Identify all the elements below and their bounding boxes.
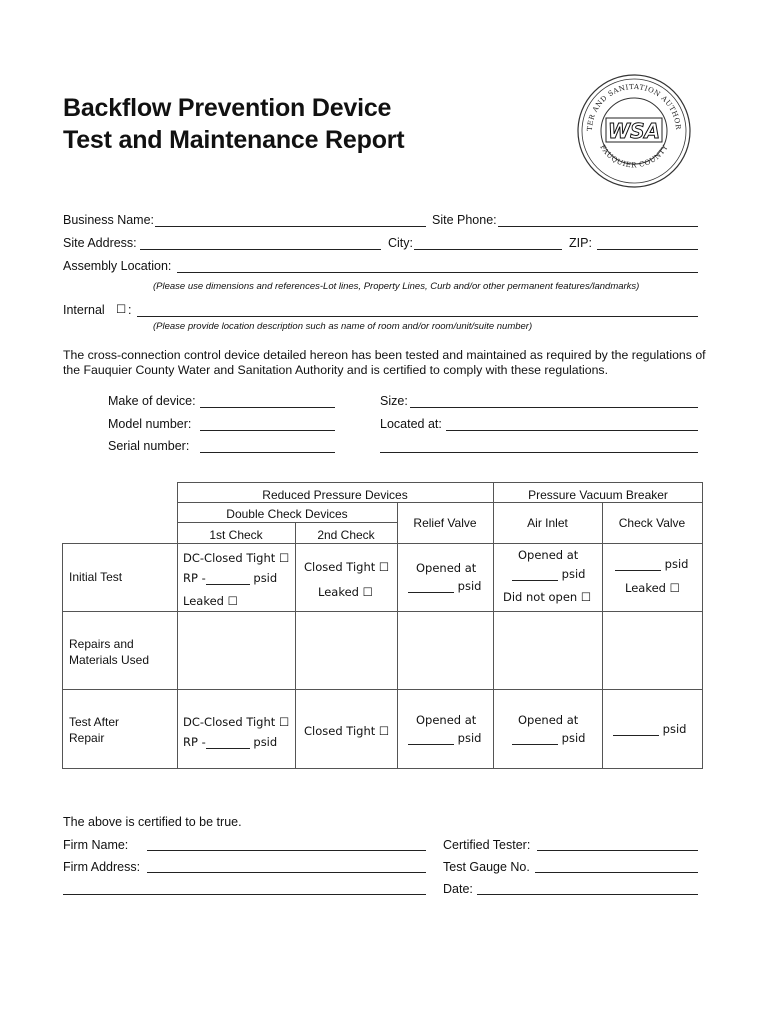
after-dc-closed-tight: [183, 715, 289, 729]
relief-psid-unit: psid: [457, 579, 482, 593]
located-field-continued[interactable]: [380, 452, 698, 453]
size-label: Size:: [380, 394, 408, 408]
internal-location-field[interactable]: [137, 316, 698, 317]
dc-closed-tight-label: DC-Closed Tight: [183, 551, 276, 565]
test-gauge-label: Test Gauge No.: [443, 860, 530, 874]
check-valve-psid-field[interactable]: [615, 570, 661, 571]
after-air-inlet-opened-at-label: Opened at: [518, 713, 579, 727]
located-label: Located at:: [380, 417, 442, 431]
certification-statement: The above is certified to be true.: [63, 815, 242, 829]
rp-label: RP -: [183, 571, 206, 585]
svg-text:FAUQUIER COUNTY: [598, 143, 669, 169]
after-rp-label: RP -: [183, 735, 206, 749]
row-test-after-repair: Test After Repair: [69, 715, 120, 745]
zip-field[interactable]: [597, 249, 698, 250]
firm-address-field[interactable]: [147, 872, 426, 873]
after-relief-opened-at-label: Opened at: [416, 713, 477, 727]
leaked-label: Leaked: [183, 594, 224, 608]
did-not-open-checkbox[interactable]: ☐: [580, 590, 592, 604]
after-air-inlet-psid-field[interactable]: [512, 744, 558, 745]
relief-opened-at-label: Opened at: [416, 561, 477, 575]
after-dc-closed-tight-checkbox[interactable]: ☐: [278, 715, 290, 729]
after-closed-tight-label: Closed Tight: [304, 724, 376, 738]
second-leaked: [318, 585, 373, 599]
second-closed-tight: [304, 560, 389, 574]
internal-label: Internal: [63, 303, 105, 317]
leaked-label-2: Leaked: [318, 585, 359, 599]
after-second-closed-tight: [304, 724, 389, 738]
header-relief-valve: Relief Valve: [413, 516, 477, 530]
size-field[interactable]: [410, 407, 698, 408]
internal-checkbox[interactable]: ☐: [116, 302, 127, 316]
closed-tight-checkbox[interactable]: ☐: [378, 560, 390, 574]
initial-dc-closed-tight: [183, 551, 289, 565]
test-gauge-field[interactable]: [535, 872, 698, 873]
internal-colon: :: [128, 303, 132, 317]
header-double-check: Double Check Devices: [226, 507, 348, 521]
assembly-location-label: Assembly Location:: [63, 259, 172, 273]
city-field[interactable]: [414, 249, 562, 250]
header-pressure-vacuum: Pressure Vacuum Breaker: [528, 488, 668, 502]
did-not-open-label: Did not open: [503, 590, 578, 604]
air-inlet-did-not-open: [503, 590, 591, 604]
header-air-inlet: Air Inlet: [527, 516, 568, 530]
check-valve-leaked-label: Leaked: [625, 581, 666, 595]
model-label: Model number:: [108, 417, 192, 431]
certified-tester-field[interactable]: [537, 850, 698, 851]
leaked-checkbox-2[interactable]: ☐: [362, 585, 373, 599]
seal-bottom-text: FAUQUIER COUNTY: [598, 143, 670, 170]
check-valve-leaked-checkbox[interactable]: ☐: [669, 581, 680, 595]
air-inlet-opened-at: [512, 567, 585, 581]
check-valve-reading: [615, 557, 688, 571]
assembly-location-field[interactable]: [177, 272, 698, 273]
air-inlet-psid-unit: psid: [561, 567, 586, 581]
model-field[interactable]: [200, 430, 335, 431]
site-address-field[interactable]: [140, 249, 381, 250]
check-valve-psid-unit: psid: [664, 557, 689, 571]
relief-opened-at: [408, 579, 481, 593]
rp-psid-field[interactable]: [206, 584, 250, 585]
check-valve-leaked: [625, 581, 680, 595]
page-title: [63, 92, 404, 156]
certified-tester-label: Certified Tester:: [443, 838, 531, 852]
closed-tight-label: Closed Tight: [304, 560, 376, 574]
city-label: City:: [388, 236, 413, 250]
firm-name-field[interactable]: [147, 850, 426, 851]
after-relief-psid-unit: psid: [457, 731, 482, 745]
seal-monogram: WSA: [608, 119, 660, 143]
serial-field[interactable]: [200, 452, 335, 453]
compliance-statement: The cross-connection control device detailed hereon has been tested and maintained as required by the regulations of the Fauquier County Water and Sanitation Authority and is certified to comply with these regulations.: [63, 348, 706, 377]
firm-address-label: Firm Address:: [63, 860, 141, 874]
row-repairs: Repairs and Materials Used: [69, 637, 150, 667]
psid-unit: psid: [253, 571, 278, 585]
date-field[interactable]: [477, 894, 698, 895]
date-label: Date:: [443, 882, 473, 896]
authority-seal: [575, 72, 693, 195]
air-inlet-opened-at-label: Opened at: [518, 548, 579, 562]
row-initial-test: Initial Test: [69, 570, 123, 584]
after-rp-reading: [183, 735, 277, 749]
seal-top-text: TER AND SANITATION AUTHOR: [585, 82, 683, 132]
leaked-checkbox[interactable]: ☐: [227, 594, 238, 608]
located-field[interactable]: [446, 430, 698, 431]
site-phone-label: Site Phone:: [432, 213, 497, 227]
air-inlet-psid-field[interactable]: [512, 580, 558, 581]
after-relief-psid-field[interactable]: [408, 744, 454, 745]
firm-address-field-continued[interactable]: [63, 894, 426, 895]
after-dc-closed-tight-label: DC-Closed Tight: [183, 715, 276, 729]
business-name-field[interactable]: [155, 226, 426, 227]
after-closed-tight-checkbox[interactable]: ☐: [378, 724, 390, 738]
initial-leaked: [183, 594, 238, 608]
after-check-valve-psid-unit: psid: [662, 722, 687, 736]
header-first-check: 1st Check: [209, 528, 263, 542]
make-label: Make of device:: [108, 394, 196, 408]
title-line-2: Test and Maintenance Report: [63, 126, 405, 154]
after-check-valve-psid-field[interactable]: [613, 735, 659, 736]
relief-psid-field[interactable]: [408, 592, 454, 593]
site-phone-field[interactable]: [498, 226, 698, 227]
after-psid-unit: psid: [253, 735, 278, 749]
location-note: (Please use dimensions and references-Lot lines, Property Lines, Curb and/or other permanent features/landmarks): [153, 281, 640, 292]
repairs-entry-area[interactable]: [178, 612, 702, 689]
serial-label: Serial number:: [108, 439, 190, 453]
header-reduced-pressure: Reduced Pressure Devices: [262, 488, 408, 502]
after-relief-opened-at: [408, 731, 481, 745]
dc-closed-tight-checkbox[interactable]: ☐: [278, 551, 290, 565]
after-air-inlet-psid-unit: psid: [561, 731, 586, 745]
header-check-valve: Check Valve: [618, 516, 686, 530]
internal-note: (Please provide location description such as name of room and/or room/unit/suite number): [153, 321, 533, 332]
business-name-label: Business Name:: [63, 213, 155, 227]
zip-label: ZIP:: [569, 236, 592, 250]
title-line-1: Backflow Prevention Device: [63, 94, 392, 122]
make-field[interactable]: [200, 407, 335, 408]
seal-graphic: [575, 72, 693, 190]
firm-name-label: Firm Name:: [63, 838, 129, 852]
header-second-check: 2nd Check: [317, 528, 375, 542]
after-air-inlet-opened-at: [512, 731, 585, 745]
after-check-valve-reading: [613, 722, 686, 736]
after-rp-psid-field[interactable]: [206, 748, 250, 749]
initial-rp-reading: [183, 571, 277, 585]
site-address-label: Site Address:: [63, 236, 137, 250]
